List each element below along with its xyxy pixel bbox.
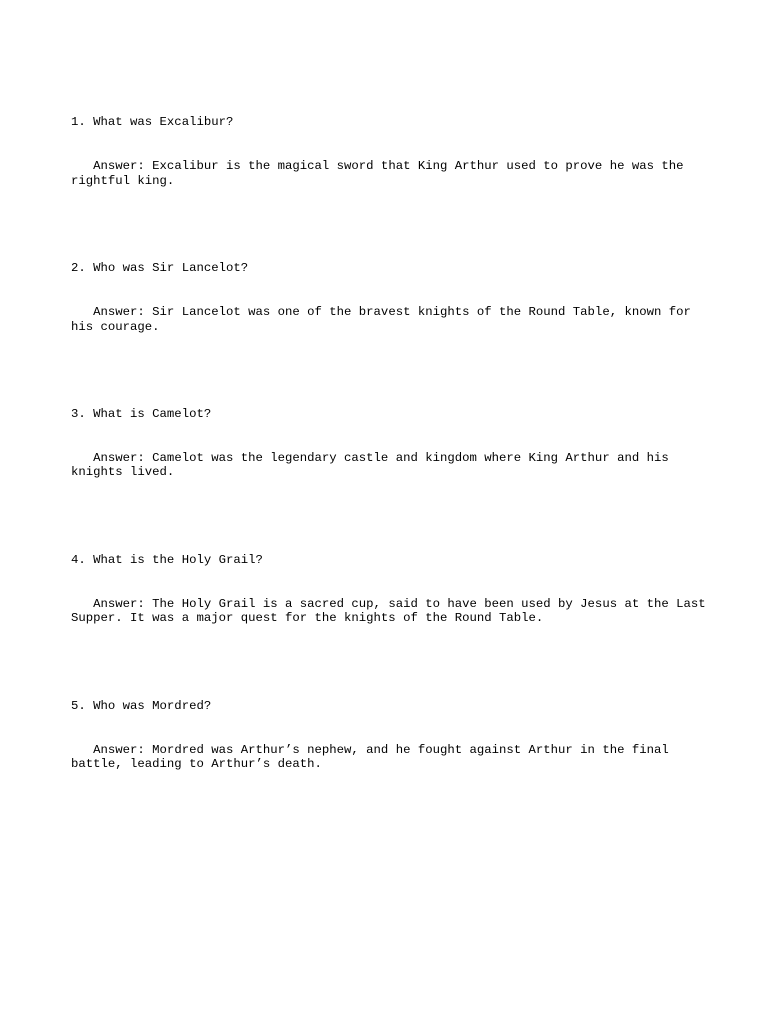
qa-item-mordred: [71, 670, 711, 801]
answer-text: Answer: Sir Lancelot was one of the bravest knights of the Round Table, known for his courage.: [71, 304, 699, 334]
answer-text: Answer: Camelot was the legendary castle and kingdom where King Arthur and his knights lived.: [71, 450, 677, 480]
question-text: 5. Who was Mordred?: [71, 698, 212, 713]
qa-item-holy-grail: [71, 524, 714, 655]
document-page: [71, 86, 714, 816]
question-text: 1. What was Excalibur?: [71, 115, 234, 130]
answer-text: Answer: Excalibur is the magical sword that King Arthur used to prove he was the rightful king.: [71, 158, 691, 188]
qa-item-excalibur: [71, 86, 711, 217]
qa-item-lancelot: [71, 232, 711, 363]
question-text: 3. What is Camelot?: [71, 407, 212, 422]
question-text: 4. What is the Holy Grail?: [71, 553, 263, 567]
answer-text: Answer: The Holy Grail is a sacred cup, said to have been used by Jesus at the Last Supper. It was a major quest for the knights of the Round Table.: [71, 596, 714, 626]
qa-item-camelot: [71, 378, 711, 509]
question-text: 2. Who was Sir Lancelot?: [71, 261, 249, 276]
answer-text: Answer: Mordred was Arthur’s nephew, and he fought against Arthur in the final battle, leading to Arthur’s death.: [71, 742, 677, 772]
